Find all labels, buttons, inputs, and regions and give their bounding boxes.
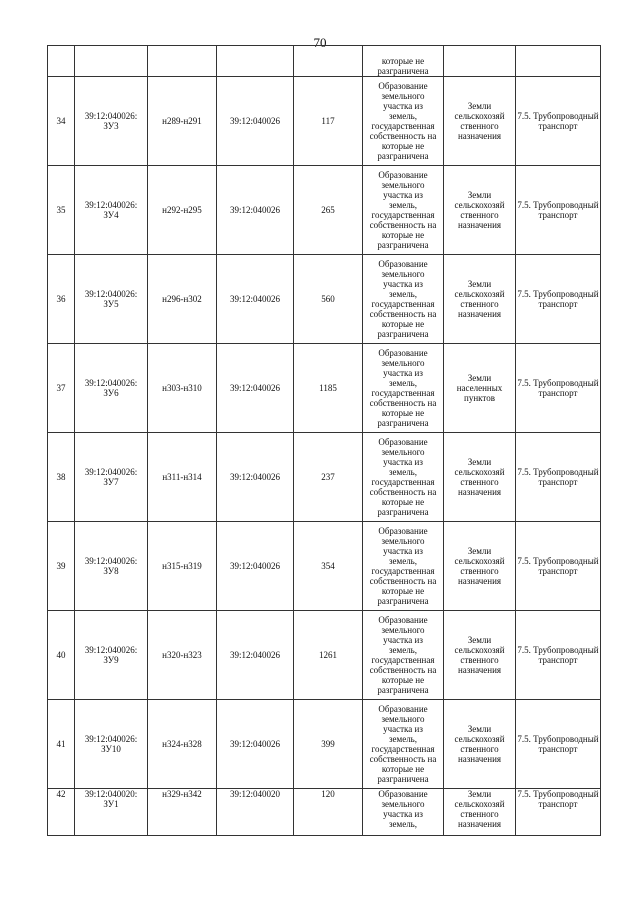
table-row: [48, 789, 601, 836]
cell-category: [444, 46, 516, 77]
cell-cadastral: 39:12:040026: ЗУ5: [75, 255, 148, 344]
continuation-row: [48, 46, 601, 77]
cell-use: 7.5. Трубопроводный транспорт: [516, 522, 601, 611]
table-row: [48, 433, 601, 522]
cell-points: н320-н323: [148, 611, 217, 700]
cell-num: 41: [48, 700, 75, 789]
cell-points: [148, 46, 217, 77]
cell-num: 38: [48, 433, 75, 522]
cell-block: 39:12:040026: [217, 611, 294, 700]
page-number: 70: [313, 35, 327, 50]
table-body: [48, 46, 601, 836]
cell-block: 39:12:040026: [217, 255, 294, 344]
cell-num: [48, 46, 75, 77]
cell-points: н289-н291: [148, 77, 217, 166]
table-row: [48, 77, 601, 166]
cell-note: Образование земельного участка из земель,: [363, 789, 444, 836]
cell-category: Земли сельскохозяй ственного назначения: [444, 611, 516, 700]
cell-cadastral: 39:12:040026: ЗУ4: [75, 166, 148, 255]
cell-cadastral: 39:12:040026: ЗУ7: [75, 433, 148, 522]
cell-area: 399: [294, 700, 363, 789]
cell-area: 265: [294, 166, 363, 255]
cell-category: Земли сельскохозяй ственного назначения: [444, 789, 516, 836]
cell-points: н311-н314: [148, 433, 217, 522]
cell-category: Земли сельскохозяй ственного назначения: [444, 433, 516, 522]
cell-category: Земли сельскохозяй ственного назначения: [444, 255, 516, 344]
table-row: [48, 522, 601, 611]
cell-area: 1185: [294, 344, 363, 433]
cell-use: 7.5. Трубопроводный транспорт: [516, 166, 601, 255]
cell-note: Образование земельного участка из земель, государственная собственность на которые не разграничена: [363, 700, 444, 789]
cell-points: н329-н342: [148, 789, 217, 836]
cell-note: Образование земельного участка из земель, государственная собственность на которые не разграничена: [363, 77, 444, 166]
cell-points: н292-н295: [148, 166, 217, 255]
cell-cadastral: 39:12:040020: ЗУ1: [75, 789, 148, 836]
cell-category: Земли сельскохозяй ственного назначения: [444, 77, 516, 166]
cell-block: 39:12:040026: [217, 700, 294, 789]
cell-area: 117: [294, 77, 363, 166]
cell-block: 39:12:040026: [217, 166, 294, 255]
cell-cadastral: 39:12:040026: ЗУ3: [75, 77, 148, 166]
cell-points: н303-н310: [148, 344, 217, 433]
cell-block: [217, 46, 294, 77]
cell-block: 39:12:040026: [217, 77, 294, 166]
cell-area: 120: [294, 789, 363, 836]
cell-area: 1261: [294, 611, 363, 700]
cell-num: 40: [48, 611, 75, 700]
cell-num: 37: [48, 344, 75, 433]
cell-block: 39:12:040020: [217, 789, 294, 836]
table-row: [48, 611, 601, 700]
cell-note: Образование земельного участка из земель, государственная собственность на которые не разграничена: [363, 344, 444, 433]
cell-use: 7.5. Трубопроводный транспорт: [516, 77, 601, 166]
cell-note: Образование земельного участка из земель, государственная собственность на которые не разграничена: [363, 522, 444, 611]
table-row: [48, 255, 601, 344]
cell-block: 39:12:040026: [217, 344, 294, 433]
cell-note: Образование земельного участка из земель, государственная собственность на которые не разграничена: [363, 611, 444, 700]
table-row: [48, 166, 601, 255]
cell-num: 42: [48, 789, 75, 836]
cell-cadastral: 39:12:040026: ЗУ8: [75, 522, 148, 611]
cell-cadastral: [75, 46, 148, 77]
cell-area: 354: [294, 522, 363, 611]
cell-use: 7.5. Трубопроводный транспорт: [516, 611, 601, 700]
cell-use: 7.5. Трубопроводный транспорт: [516, 433, 601, 522]
cell-points: н315-н319: [148, 522, 217, 611]
cell-area: 560: [294, 255, 363, 344]
cell-num: 36: [48, 255, 75, 344]
cell-cadastral: 39:12:040026: ЗУ6: [75, 344, 148, 433]
cell-block: 39:12:040026: [217, 433, 294, 522]
cell-points: н324-н328: [148, 700, 217, 789]
table-row: [48, 700, 601, 789]
cell-note: которые не разграничена: [363, 46, 444, 77]
cell-use: [516, 46, 601, 77]
land-plots-table: [47, 45, 601, 836]
cell-num: 34: [48, 77, 75, 166]
cell-note: Образование земельного участка из земель, государственная собственность на которые не разграничена: [363, 433, 444, 522]
table-row: [48, 344, 601, 433]
cell-use: 7.5. Трубопроводный транспорт: [516, 789, 601, 836]
cell-area: 237: [294, 433, 363, 522]
cell-category: Земли сельскохозяй ственного назначения: [444, 166, 516, 255]
cell-use: 7.5. Трубопроводный транспорт: [516, 700, 601, 789]
cell-note: Образование земельного участка из земель, государственная собственность на которые не разграничена: [363, 166, 444, 255]
cell-cadastral: 39:12:040026: ЗУ9: [75, 611, 148, 700]
cell-use: 7.5. Трубопроводный транспорт: [516, 255, 601, 344]
cell-points: н296-н302: [148, 255, 217, 344]
cell-num: 35: [48, 166, 75, 255]
cell-cadastral: 39:12:040026: ЗУ10: [75, 700, 148, 789]
cell-category: Земли населенных пунктов: [444, 344, 516, 433]
cell-use: 7.5. Трубопроводный транспорт: [516, 344, 601, 433]
cell-area: [294, 46, 363, 77]
cell-block: 39:12:040026: [217, 522, 294, 611]
cell-category: Земли сельскохозяй ственного назначения: [444, 522, 516, 611]
cell-note: Образование земельного участка из земель, государственная собственность на которые не разграничена: [363, 255, 444, 344]
cell-num: 39: [48, 522, 75, 611]
cell-category: Земли сельскохозяй ственного назначения: [444, 700, 516, 789]
